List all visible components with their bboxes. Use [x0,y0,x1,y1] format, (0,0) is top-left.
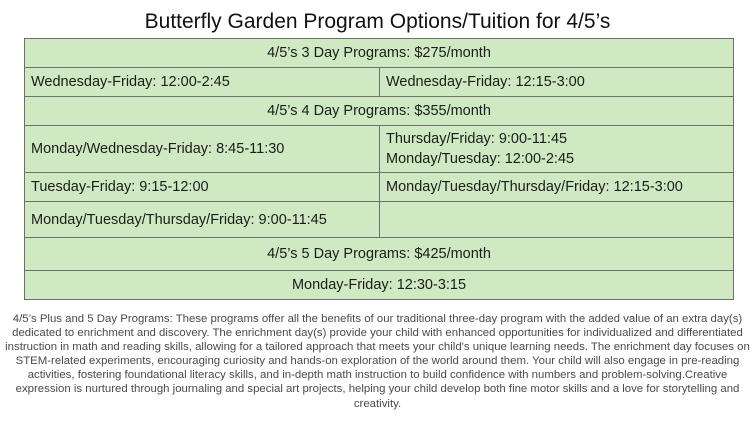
table-row [25,39,734,68]
three-day-heading: 4/5’s 3 Day Programs: $275/month [25,39,734,68]
five-day-option-1: Monday-Friday: 12:30-3:15 [25,271,734,300]
table-row [25,97,734,126]
table-row [25,173,734,202]
four-day-option-2-line-2: Monday/Tuesday: 12:00-2:45 [386,151,575,167]
page-title: Butterfly Garden Program Options/Tuition for 4/5’s [144,10,611,33]
table-row [25,271,734,300]
table-row [25,238,734,271]
four-day-option-2 [380,126,734,173]
table-row [25,126,734,173]
four-day-option-3: Tuesday-Friday: 9:15-12:00 [25,173,380,202]
four-day-option-5: Monday/Tuesday/Thursday/Friday: 9:00-11:45 [25,202,380,238]
tuition-table [24,38,734,300]
four-day-option-empty [380,202,734,238]
three-day-option-1: Wednesday-Friday: 12:00-2:45 [25,68,380,97]
table-row [25,68,734,97]
four-day-option-2-line-1: Thursday/Friday: 9:00-11:45 [386,131,568,147]
five-day-heading: 4/5’s 5 Day Programs: $425/month [25,238,734,271]
program-description: 4/5’s Plus and 5 Day Programs: These programs offer all the benefits of our traditional three-day program with the added value of an extra day(s) dedicated to enrichment and discovery. The enrichment day(s) provide your child with enhanced opportunities for individualized and differentiated instruction in math and reading skills, allowing for a tailored approach that meets your child's unique learning needs. The enrichment day focuses on STEM-related experiments, encouraging curiosity and hands-on exploration of the world around them. Your child will also engage in pre-reading activities, fostering foundational literacy skills, and in-depth math instruction to build confidence with numbers and problem-solving.Creative expression is nurtured through journaling and special art projects, helping your child develop both fine motor skills and a love for storytelling and creativity. [5,313,750,410]
four-day-option-1: Monday/Wednesday-Friday: 8:45-11:30 [25,126,380,173]
table-row [25,202,734,238]
three-day-option-2: Wednesday-Friday: 12:15-3:00 [380,68,734,97]
four-day-option-4: Monday/Tuesday/Thursday/Friday: 12:15-3:00 [380,173,734,202]
four-day-heading: 4/5’s 4 Day Programs: $355/month [25,97,734,126]
